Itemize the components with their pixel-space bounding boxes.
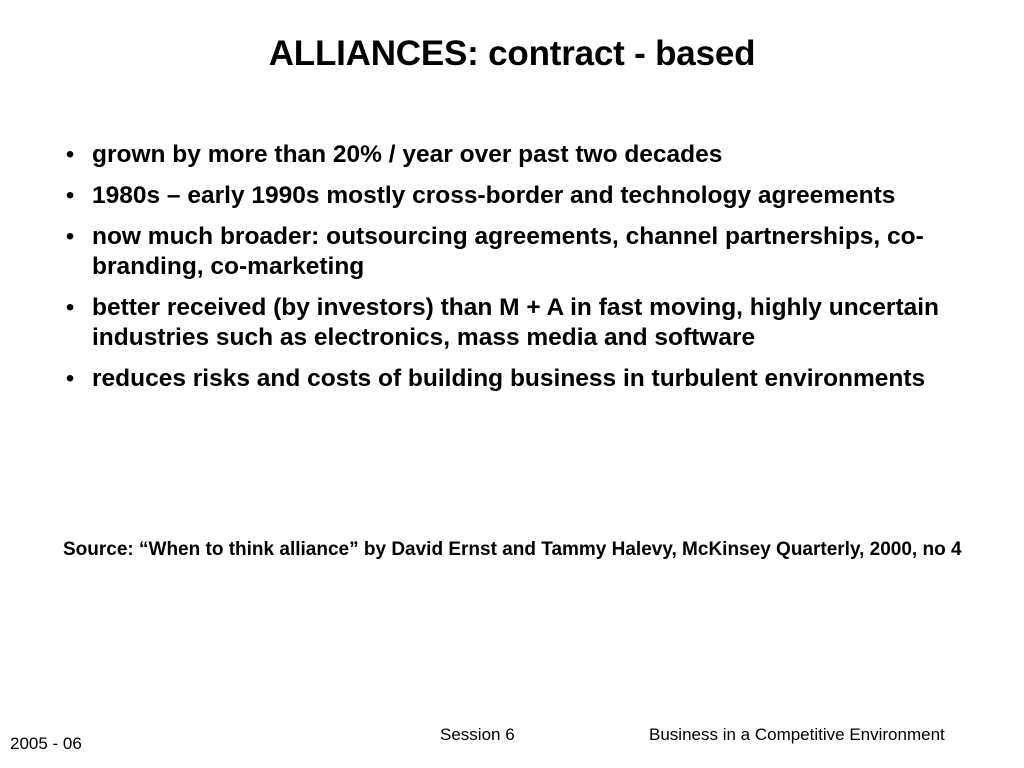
list-item [60,293,960,353]
footer-course-title: Business in a Competitive Environment [649,725,945,744]
bullet-text: 1980s – early 1990s mostly cross-border and technology agreements [92,182,896,209]
footer-year: 2005 - 06 [10,734,82,753]
list-item [60,364,960,394]
slide-title: ALLIANCES: contract - based [268,34,756,73]
bullet-icon: • [65,365,75,392]
bullet-text: reduces risks and costs of building business in turbulent environments [92,365,926,392]
bullet-text: grown by more than 20% / year over past two decades [92,141,723,168]
bullet-list [60,140,960,405]
bullet-icon: • [65,223,75,250]
bullet-icon: • [65,141,75,168]
list-item [60,140,960,170]
footer-session: Session 6 [440,725,515,744]
list-item [60,222,960,282]
bullet-text: now much broader: outsourcing agreements, channel partnerships, co-branding, co-marketing [92,223,924,280]
bullet-text: better received (by investors) than M + A in fast moving, highly uncertain industries such as electronics, mass media and software [92,294,940,351]
bullet-icon: • [65,294,75,321]
source-citation: Source: “When to think alliance” by David Ernst and Tammy Halevy, McKinsey Quarterly, 2000, no 4 [63,539,962,560]
list-item [60,181,960,211]
bullet-icon: • [65,182,75,209]
